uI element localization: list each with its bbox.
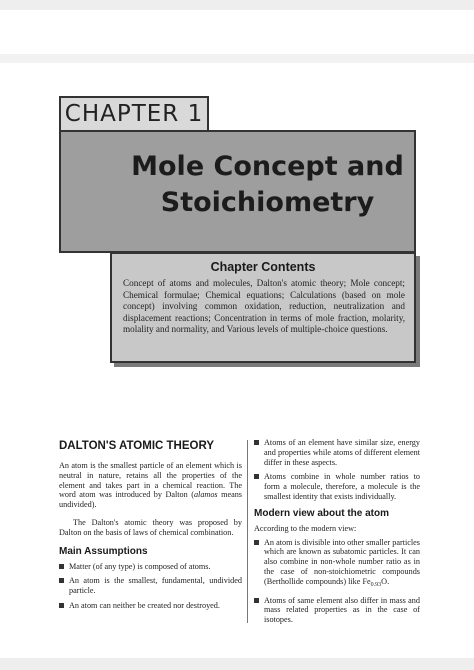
chapter-label: CHAPTER 1 bbox=[64, 101, 204, 127]
list-item: Atoms of an element have similar size, energy and properties while atoms of different element differ in these aspects. bbox=[254, 438, 420, 467]
assumptions-list-continued bbox=[254, 438, 420, 502]
page-bottom-band bbox=[0, 658, 474, 670]
bullet-square-icon bbox=[59, 603, 64, 608]
list-item: Atoms combine in whole number ratios to form a molecule, therefore, a molecule is the smallest identity that exists individually. bbox=[254, 472, 420, 501]
list-item: An atom is divisible into other smaller particles which are known as subatomic particles. It can also combine in non-whole number ratio as in the case of non-stoichiometric compounds (Berthollide compounds) like $Fe_{0.93}O$. bbox=[254, 538, 420, 591]
right-column bbox=[254, 438, 420, 630]
dalton-proposal-paragraph: The Dalton's atomic theory was proposed by Dalton on the basis of laws of chemical combination. bbox=[59, 517, 242, 537]
atom-definition-text-a: An atom is the smallest particle of an element which is neutral in nature, retains all the properties of the element and takes part in a chemical reaction. The word atom was introduced by Dalton ( bbox=[59, 461, 242, 500]
chapter-title bbox=[121, 149, 414, 221]
atom-definition-paragraph bbox=[59, 461, 242, 510]
list-item: Matter (of any type) is composed of atoms. bbox=[59, 562, 242, 572]
chapter-title-line-2: Stoichiometry bbox=[160, 187, 375, 218]
chapter-title-box bbox=[59, 130, 416, 253]
page-header-band bbox=[0, 54, 474, 63]
list-item: An atom is the smallest, fundamental, undivided particle. bbox=[59, 576, 242, 596]
assumptions-list bbox=[59, 562, 242, 611]
atom-definition-text-b: means undivided). bbox=[59, 490, 242, 510]
main-assumptions-heading: Main Assumptions bbox=[59, 545, 148, 557]
left-column bbox=[59, 440, 242, 616]
alamos-term: alamos bbox=[193, 490, 218, 500]
modern-view-list bbox=[254, 538, 420, 625]
bullet-square-icon bbox=[254, 598, 259, 603]
chapter-label-box bbox=[59, 96, 209, 132]
chapter-contents-text: Concept of atoms and molecules, Dalton's atomic theory; Mole concept; Chemical formulae; Chemical equations; Calculations (based on mole concept) involving common oxidation, reduction, neutralization and displacement reactions; Concentration in terms of mole fraction, molarity, molality and normality, and Various levels of multiple-choice questions. bbox=[123, 278, 405, 335]
bullet-square-icon bbox=[59, 564, 64, 569]
column-divider bbox=[247, 440, 248, 623]
subscript: 0.93 bbox=[370, 581, 382, 588]
list-item: An atom can neither be created nor destroyed. bbox=[59, 601, 242, 611]
modern-view-intro: According to the modern view: bbox=[254, 523, 357, 533]
chapter-contents-heading: Chapter Contents bbox=[210, 260, 316, 274]
bullet-square-icon bbox=[254, 474, 259, 479]
modern-view-heading: Modern view about the atom bbox=[254, 507, 390, 519]
bullet-square-icon bbox=[59, 578, 64, 583]
page-top-band bbox=[0, 0, 474, 10]
chapter-title-line-1: Mole Concept and bbox=[131, 151, 404, 182]
section-heading-daltons-theory: DALTON'S ATOMIC THEORY bbox=[59, 440, 215, 452]
chapter-contents-box bbox=[110, 252, 416, 363]
list-item: Atoms of same element also differ in mass and mass related properties as in the case of isotopes. bbox=[254, 596, 420, 625]
bullet-square-icon bbox=[254, 440, 259, 445]
bullet-square-icon bbox=[254, 540, 259, 545]
